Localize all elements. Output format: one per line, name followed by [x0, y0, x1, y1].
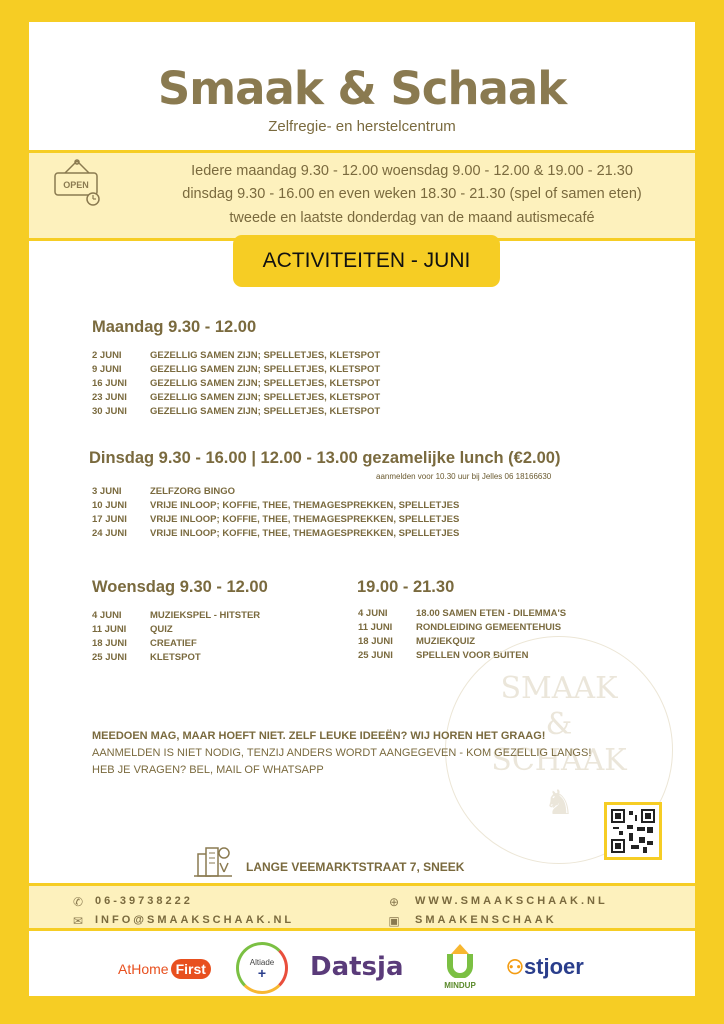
globe-icon: ⊕	[388, 895, 400, 909]
mindup-logo: MINDUP	[440, 944, 480, 990]
wednesday-evening-row: 11 JUNI RONDLEIDING GEMEENTEHUIS	[358, 622, 562, 633]
email-address[interactable]: INFO@SMAAKSCHAAK.NL	[95, 914, 295, 926]
chess-knight-icon: ♞	[543, 783, 575, 823]
stjoer-logo: ⚇stjoer	[506, 954, 584, 979]
wednesday-morning-row: 18 JUNI CREATIEF	[92, 638, 197, 649]
logo-watermark: SMAAK & SCHAAK ♞	[445, 636, 673, 864]
hours-line-2: dinsdag 9.30 - 16.00 en even weken 18.30 - 21.30 (spel of samen eten)	[182, 186, 642, 202]
wednesday-morning-row: 25 JUNI KLETSPOT	[92, 652, 201, 663]
wednesday-morning-row: 11 JUNI QUIZ	[92, 624, 173, 635]
wednesday-morning-row: 4 JUNI MUZIEKSPEL - HITSTER	[92, 610, 261, 621]
mindup-arrow-icon	[445, 944, 475, 978]
message-line-3: HEB JE VRAGEN? BEL, MAIL OF WHATSAPP	[92, 764, 324, 776]
monday-row: 23 JUNI GEZELLIG SAMEN ZIJN; SPELLETJES, KLETSPOT	[92, 392, 381, 403]
tuesday-row: 3 JUNI ZELFZORG BINGO	[92, 486, 235, 497]
contact-band	[29, 883, 695, 931]
wednesday-evening-row: 18 JUNI MUZIEKQUIZ	[358, 636, 476, 647]
message-line-1: MEEDOEN MAG, MAAR HOEFT NIET. ZELF LEUKE IDEEËN? WIJ HOREN HET GRAAG!	[92, 730, 546, 742]
phone-icon: ✆	[72, 895, 84, 909]
monday-row: 2 JUNI GEZELLIG SAMEN ZIJN; SPELLETJES, KLETSPOT	[92, 350, 381, 361]
hours-line-1: Iedere maandag 9.30 - 12.00 woensdag 9.00 - 12.00 & 19.00 - 21.30	[191, 163, 633, 179]
wednesday-evening-row: 4 JUNI 18.00 SAMEN ETEN - DILEMMA'S	[358, 608, 567, 619]
monday-heading: Maandag 9.30 - 12.00	[92, 318, 257, 336]
tuesday-row: 17 JUNI VRIJE INLOOP; KOFFIE, THEE, THEMAGESPREKKEN, SPELLETJES	[92, 514, 460, 525]
qr-code[interactable]	[604, 802, 662, 860]
phone-number[interactable]: 06-39738222	[95, 895, 193, 907]
hours-line-3: tweede en laatste donderdag van de maand autismecafé	[229, 210, 595, 226]
page-subtitle: Zelfregie- en herstelcentrum	[268, 118, 456, 135]
building-location-icon	[194, 844, 232, 878]
mail-icon: ✉	[72, 914, 84, 928]
activities-badge: ACTIVITEITEN - JUNI	[233, 235, 500, 287]
tuesday-row: 10 JUNI VRIJE INLOOP; KOFFIE, THEE, THEMAGESPREKKEN, SPELLETJES	[92, 500, 460, 511]
athome-first-logo: AtHome First	[118, 959, 211, 979]
monday-row: 9 JUNI GEZELLIG SAMEN ZIJN; SPELLETJES, KLETSPOT	[92, 364, 381, 375]
wednesday-morning-heading: Woensdag 9.30 - 12.00	[92, 578, 268, 596]
datsja-logo: Datsja	[310, 952, 404, 982]
altiade-logo: Altiade +	[236, 942, 288, 994]
tuesday-lunch-note: aanmelden voor 10.30 uur bij Jelles 06 18166630	[376, 472, 552, 481]
wednesday-evening-heading: 19.00 - 21.30	[357, 578, 455, 596]
instagram-handle[interactable]: SMAAKENSCHAAK	[415, 914, 557, 926]
open-sign-icon	[51, 159, 103, 209]
monday-row: 30 JUNI GEZELLIG SAMEN ZIJN; SPELLETJES, KLETSPOT	[92, 406, 381, 417]
instagram-icon: ▣	[388, 914, 400, 928]
tuesday-row: 24 JUNI VRIJE INLOOP; KOFFIE, THEE, THEMAGESPREKKEN, SPELLETJES	[92, 528, 460, 539]
tuesday-heading: Dinsdag 9.30 - 16.00 | 12.00 - 13.00 gezamelijke lunch (€2.00)	[89, 449, 561, 467]
page-title: Smaak & Schaak	[157, 62, 567, 115]
people-icon: ⚇	[506, 957, 524, 979]
address: LANGE VEEMARKTSTRAAT 7, SNEEK	[246, 860, 465, 874]
message-line-2: AANMELDEN IS NIET NODIG, TENZIJ ANDERS WORDT AANGEGEVEN - KOM GEZELLIG LANGS!	[92, 747, 592, 759]
partner-logos	[29, 940, 695, 996]
open-sign-text: OPEN	[63, 180, 89, 190]
opening-hours-band	[29, 150, 695, 241]
website-link[interactable]: WWW.SMAAKSCHAAK.NL	[415, 895, 608, 907]
monday-row: 16 JUNI GEZELLIG SAMEN ZIJN; SPELLETJES, KLETSPOT	[92, 378, 381, 389]
wednesday-evening-row: 25 JUNI SPELLEN VOOR BUITEN	[358, 650, 529, 661]
